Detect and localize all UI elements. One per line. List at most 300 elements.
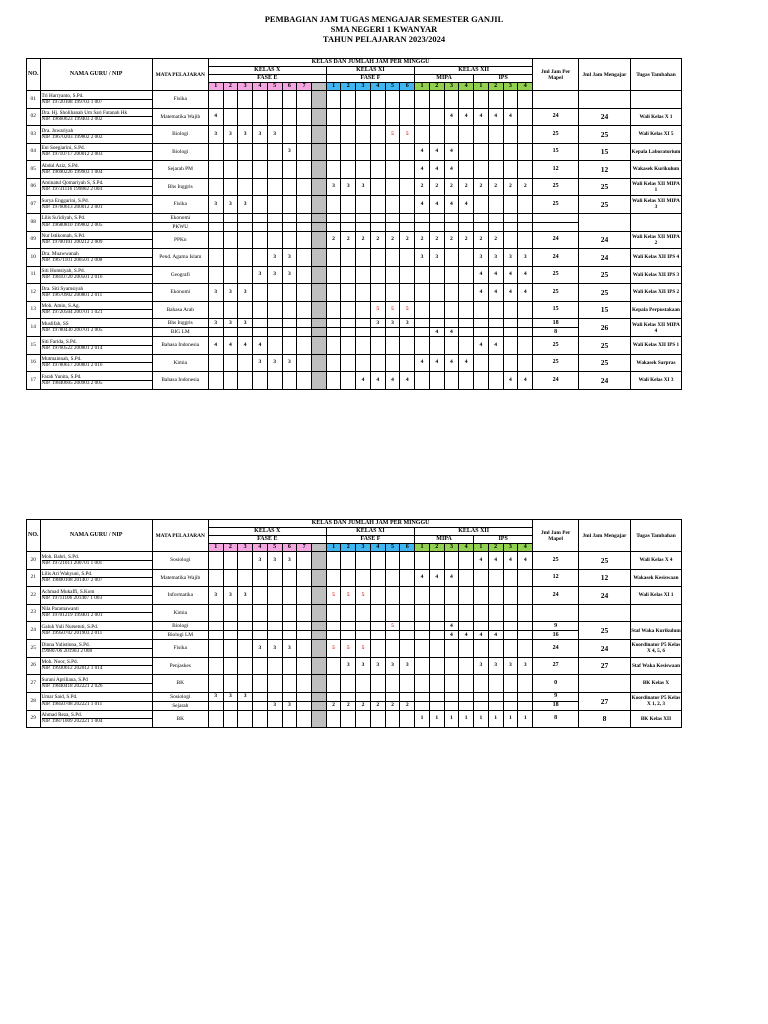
row-number: 25 [27, 640, 41, 658]
hours-cell [474, 91, 489, 109]
header-nama: NAMA GURU / NIP [40, 59, 152, 91]
teacher-cell [40, 604, 152, 622]
additional-task-cell: Wali Kelas XII IPS 1 [630, 337, 681, 355]
additional-task-cell: Wali Kelas XII MIPA 2 [630, 231, 681, 249]
hours-cell [253, 301, 268, 319]
header-sub-ips: 4 [518, 544, 533, 552]
additional-task-cell: Wali Kelas XI 5 [630, 126, 681, 144]
hours-cell [503, 231, 518, 249]
hours-cell: 3 [385, 319, 400, 328]
hours-cell [370, 178, 385, 196]
header-sub-mipa: 3 [444, 544, 459, 552]
header-sub-xi: 1 [326, 544, 341, 552]
hours-cell [341, 222, 356, 231]
hours-cell [474, 161, 489, 179]
hours-cell [444, 692, 459, 701]
hours-cell [356, 622, 371, 631]
hours-cell [429, 622, 444, 631]
hours-cell [208, 328, 223, 337]
hours-cell: 4 [429, 328, 444, 337]
gap-cell [311, 622, 326, 631]
hours-cell [503, 161, 518, 179]
teacher-nip: NIP. 19660623 199403 2 002 [42, 116, 152, 122]
hours-cell [474, 126, 489, 144]
hours-cell: 2 [326, 231, 341, 249]
hours-cell: 2 [400, 231, 415, 249]
hours-cell [282, 284, 297, 302]
hours-cell: 2 [429, 178, 444, 196]
hours-cell: 3 [400, 319, 415, 328]
hours-cell [370, 196, 385, 214]
hours-cell: 4 [474, 108, 489, 126]
hours-cell [503, 301, 518, 319]
hours-cell [208, 143, 223, 161]
teacher-cell [40, 587, 152, 605]
header-sub-x: 3 [238, 544, 253, 552]
table-row [27, 108, 682, 126]
header-mipa: MIPA [415, 75, 474, 83]
hours-cell: 3 [400, 657, 415, 675]
header-tugas: Tugas Tambahan [630, 59, 681, 91]
gap-cell [311, 222, 326, 231]
gap-cell [311, 337, 326, 355]
header-sub-x: 6 [282, 544, 297, 552]
hours-cell [223, 552, 238, 570]
gap-cell [311, 91, 326, 109]
hours-cell [341, 622, 356, 631]
header-sub-ips: 4 [518, 83, 533, 91]
hours-cell [208, 710, 223, 728]
hours-cell [503, 604, 518, 622]
hours-cell [297, 372, 312, 390]
hours-cell: 1 [444, 710, 459, 728]
hours-cell [459, 675, 474, 693]
hours-cell: 2 [474, 231, 489, 249]
hours-cell: 5 [385, 622, 400, 631]
subject-cell: Ekonomi [152, 213, 208, 222]
hours-cell [238, 231, 253, 249]
teacher-name: Nur Istikomah, S.Pd. [41, 233, 86, 240]
row-number: 04 [27, 143, 41, 161]
hours-cell [518, 319, 533, 328]
teacher-name: Surya Enggarini, S.Pd. [41, 197, 89, 204]
hours-cell: 4 [444, 143, 459, 161]
jml-mapel-cell: 25 [533, 126, 579, 144]
hours-cell: 2 [429, 231, 444, 249]
header-sub-ips: 1 [474, 544, 489, 552]
additional-task-cell: Wali Kelas XII MIPA 4 [630, 319, 681, 337]
header-fase-f: FASE F [326, 75, 414, 83]
hours-cell [326, 161, 341, 179]
hours-cell [341, 569, 356, 587]
hours-cell [341, 161, 356, 179]
hours-cell [223, 631, 238, 640]
hours-cell [444, 372, 459, 390]
hours-cell [253, 701, 268, 710]
row-number: 13 [27, 301, 41, 319]
hours-cell: 4 [429, 196, 444, 214]
hours-cell [415, 640, 430, 658]
header-sub-xi: 2 [341, 83, 356, 91]
hours-cell [459, 266, 474, 284]
hours-cell [459, 249, 474, 267]
hours-cell [385, 249, 400, 267]
hours-cell: 3 [356, 657, 371, 675]
hours-cell [429, 266, 444, 284]
hours-cell [356, 552, 371, 570]
hours-cell [488, 569, 503, 587]
hours-cell [503, 692, 518, 701]
table-row [27, 640, 682, 658]
hours-cell [267, 692, 282, 701]
hours-cell: 5 [356, 640, 371, 658]
hours-cell: 3 [267, 266, 282, 284]
hours-cell [503, 126, 518, 144]
hours-cell: 5 [341, 640, 356, 658]
teacher-cell [40, 657, 152, 675]
additional-task-cell: Koordinator P5 Kelas X 4, 5, 6 [630, 640, 681, 658]
hours-cell: 4 [415, 196, 430, 214]
hours-cell: 4 [503, 284, 518, 302]
hours-cell [326, 196, 341, 214]
hours-cell: 4 [488, 631, 503, 640]
hours-cell [238, 328, 253, 337]
hours-cell: 2 [488, 178, 503, 196]
teacher-nip: NIP. 19670902 200801 2 011 [42, 292, 152, 298]
teacher-cell [40, 372, 152, 390]
subject-cell: Sejarah PM [152, 161, 208, 179]
hours-cell [223, 213, 238, 222]
gap-cell [311, 372, 326, 390]
subject-cell: Ekonomi [152, 284, 208, 302]
hours-cell [223, 569, 238, 587]
hours-cell [370, 604, 385, 622]
hours-cell: 4 [415, 161, 430, 179]
hours-cell: 4 [415, 143, 430, 161]
gap-cell [311, 710, 326, 728]
jml-mapel-cell: 24 [533, 587, 579, 605]
hours-cell [444, 701, 459, 710]
hours-cell [370, 249, 385, 267]
hours-cell: 4 [385, 372, 400, 390]
total-hours-cell: 24 [578, 640, 630, 658]
total-hours-cell: 12 [578, 569, 630, 587]
hours-cell [518, 301, 533, 319]
hours-cell [370, 692, 385, 701]
jml-mapel-cell: 25 [533, 266, 579, 284]
hours-cell [488, 675, 503, 693]
hours-cell [208, 266, 223, 284]
hours-cell [297, 328, 312, 337]
header-gap [311, 83, 326, 91]
hours-cell [238, 640, 253, 658]
teacher-name: Surani Apriliana, S.Pd [41, 676, 88, 683]
teacher-name: Lilis Su'idiyah, S.Pd. [41, 215, 86, 222]
hours-cell [415, 301, 430, 319]
hours-cell: 5 [326, 640, 341, 658]
hours-cell: 3 [474, 657, 489, 675]
total-hours-cell: 25 [578, 178, 630, 196]
hours-cell [488, 372, 503, 390]
header-sub-xi: 5 [385, 544, 400, 552]
hours-cell [400, 640, 415, 658]
teacher-nip: NIP. 19950702 201903 2 011 [42, 630, 152, 636]
hours-cell [253, 108, 268, 126]
teacher-name: Abdul Aziz, S.Pd. [41, 162, 79, 169]
hours-cell: 4 [459, 196, 474, 214]
hours-cell [238, 372, 253, 390]
jml-mapel-cell: 27 [533, 657, 579, 675]
hours-cell [444, 213, 459, 222]
row-number: 23 [27, 604, 41, 622]
hours-cell [297, 552, 312, 570]
hours-cell [518, 587, 533, 605]
hours-cell [488, 692, 503, 701]
hours-cell [444, 319, 459, 328]
hours-cell [341, 213, 356, 222]
hours-cell [238, 301, 253, 319]
hours-cell [326, 657, 341, 675]
hours-cell: 4 [503, 552, 518, 570]
hours-cell [518, 213, 533, 222]
hours-cell [297, 675, 312, 693]
hours-cell [297, 213, 312, 222]
hours-cell: 4 [503, 108, 518, 126]
hours-cell: 2 [370, 231, 385, 249]
teacher-name: Farah Yunita, S.Pd. [41, 373, 82, 380]
hours-cell [356, 213, 371, 222]
table-row [27, 622, 682, 631]
hours-cell [415, 222, 430, 231]
hours-cell [326, 91, 341, 109]
table-row [27, 161, 682, 179]
hours-cell [474, 372, 489, 390]
additional-task-cell: Wali Kelas XII IPS 3 [630, 266, 681, 284]
hours-cell [253, 161, 268, 179]
hours-cell [297, 354, 312, 372]
table-row [27, 143, 682, 161]
hours-cell [297, 178, 312, 196]
additional-task-cell [630, 91, 681, 109]
hours-cell [267, 178, 282, 196]
jml-mapel-cell: 25 [533, 337, 579, 355]
hours-cell [400, 284, 415, 302]
hours-cell [518, 631, 533, 640]
gap-cell [311, 675, 326, 693]
hours-cell [267, 222, 282, 231]
hours-cell: 3 [253, 266, 268, 284]
hours-cell [208, 222, 223, 231]
gap-cell [311, 701, 326, 710]
hours-cell: 4 [459, 108, 474, 126]
hours-cell [341, 675, 356, 693]
hours-cell [253, 604, 268, 622]
hours-cell: 4 [444, 328, 459, 337]
hours-cell: 4 [488, 337, 503, 355]
hours-cell: 3 [341, 657, 356, 675]
hours-cell [459, 301, 474, 319]
hours-cell [208, 91, 223, 109]
hours-cell [341, 196, 356, 214]
header-kelas: KELAS DAN JUMLAH JAM PER MINGGU [208, 520, 532, 528]
additional-task-cell: Wali Kelas XI 1 [630, 587, 681, 605]
jml-mapel-cell [533, 213, 579, 222]
teacher-nip: 19980706 201903 2 008 [42, 648, 152, 654]
hours-cell [356, 249, 371, 267]
hours-cell: 5 [356, 587, 371, 605]
table-row [27, 354, 682, 372]
hours-cell: 2 [341, 701, 356, 710]
hours-cell [444, 301, 459, 319]
additional-task-cell: Wakasek Kurikulum [630, 161, 681, 179]
hours-cell: 2 [356, 701, 371, 710]
hours-cell: 4 [238, 337, 253, 355]
hours-cell [518, 569, 533, 587]
teacher-name: Siti Farida, S.Pd. [41, 338, 77, 345]
teaching-schedule-table-2 [26, 519, 682, 728]
hours-cell [356, 126, 371, 144]
hours-cell [223, 249, 238, 267]
hours-cell [341, 91, 356, 109]
hours-cell [267, 631, 282, 640]
additional-task-cell: Kepala Perpustakaan [630, 301, 681, 319]
hours-cell [400, 631, 415, 640]
teacher-name: Moh. Bahri, S.Pd. [41, 553, 79, 560]
hours-cell: 4 [356, 372, 371, 390]
hours-cell [429, 301, 444, 319]
hours-cell [503, 675, 518, 693]
hours-cell [253, 692, 268, 701]
teacher-name: Umar Said, S.Pd. [41, 694, 78, 701]
hours-cell: 4 [518, 372, 533, 390]
hours-cell: 3 [238, 692, 253, 701]
header-sub-mipa: 4 [459, 544, 474, 552]
hours-cell [400, 249, 415, 267]
total-hours-cell: 25 [578, 622, 630, 640]
hours-cell [341, 354, 356, 372]
hours-cell: 3 [267, 249, 282, 267]
hours-cell [356, 143, 371, 161]
additional-task-cell: Staf Waka Kurikulum [630, 622, 681, 640]
hours-cell [429, 213, 444, 222]
hours-cell [356, 675, 371, 693]
hours-cell [385, 692, 400, 701]
hours-cell [385, 337, 400, 355]
hours-cell [400, 161, 415, 179]
hours-cell [297, 231, 312, 249]
hours-cell [341, 108, 356, 126]
hours-cell [444, 657, 459, 675]
hours-cell [385, 161, 400, 179]
hours-cell [459, 222, 474, 231]
row-number: 09 [27, 231, 41, 249]
hours-cell [297, 319, 312, 328]
hours-cell: 3 [223, 196, 238, 214]
teacher-name: Siti Homsiyah, S.Pd. [41, 268, 85, 275]
hours-cell [370, 91, 385, 109]
hours-cell [415, 622, 430, 631]
hours-cell: 4 [488, 552, 503, 570]
hours-cell [326, 301, 341, 319]
subject-cell: Matematika Wajib [152, 108, 208, 126]
teacher-name: Lilis Ari Wahyuni, S.Pd. [41, 571, 93, 578]
hours-cell: 3 [518, 657, 533, 675]
hours-cell [370, 143, 385, 161]
hours-cell [238, 222, 253, 231]
hours-cell [474, 196, 489, 214]
hours-cell [341, 319, 356, 328]
hours-cell [297, 710, 312, 728]
hours-cell [415, 328, 430, 337]
hours-cell [385, 196, 400, 214]
hours-cell [474, 319, 489, 328]
table-row [27, 692, 682, 701]
hours-cell [444, 552, 459, 570]
hours-cell [488, 301, 503, 319]
gap-cell [311, 231, 326, 249]
hours-cell: 4 [444, 196, 459, 214]
teacher-nip: NIP. 19871009 202221 1 004 [42, 718, 152, 724]
hours-cell [282, 622, 297, 631]
hours-cell: 4 [429, 569, 444, 587]
header-sub-x: 7 [297, 544, 312, 552]
total-hours-cell: 12 [578, 161, 630, 179]
hours-cell: 3 [223, 284, 238, 302]
hours-cell [474, 222, 489, 231]
total-hours-cell [578, 604, 630, 622]
jml-mapel-cell: 18 [533, 701, 579, 710]
hours-cell: 4 [518, 284, 533, 302]
jml-mapel-cell: 15 [533, 301, 579, 319]
teacher-nip: NIP. 19711106 201407 1 003 [42, 595, 152, 601]
hours-cell [297, 631, 312, 640]
hours-cell [282, 161, 297, 179]
hours-cell [415, 552, 430, 570]
hours-cell [267, 337, 282, 355]
hours-cell [267, 301, 282, 319]
hours-cell [356, 284, 371, 302]
row-number: 08 [27, 213, 41, 231]
hours-cell [459, 161, 474, 179]
additional-task-cell: Koordinator P5 Kelas X 1, 2, 3 [630, 692, 681, 710]
hours-cell [223, 266, 238, 284]
teacher-cell [40, 126, 152, 144]
hours-cell [459, 701, 474, 710]
jml-mapel-cell: 25 [533, 178, 579, 196]
teacher-cell [40, 710, 152, 728]
teacher-name: Dra. Siti Syamsiyah [41, 285, 84, 292]
hours-cell [415, 372, 430, 390]
hours-cell [282, 108, 297, 126]
hours-cell [459, 126, 474, 144]
hours-cell [518, 354, 533, 372]
hours-cell [341, 301, 356, 319]
hours-cell [282, 587, 297, 605]
subject-cell: Pend. Agama Islam [152, 249, 208, 267]
additional-task-cell: Wali Kelas XII IPS 2 [630, 284, 681, 302]
total-hours-cell: 24 [578, 587, 630, 605]
hours-cell [253, 91, 268, 109]
hours-cell [267, 108, 282, 126]
hours-cell [370, 569, 385, 587]
subject-cell: Matematika Wajib [152, 569, 208, 587]
hours-cell [518, 701, 533, 710]
header-sub-ips: 3 [503, 544, 518, 552]
hours-cell [341, 631, 356, 640]
hours-cell [238, 675, 253, 693]
hours-cell: 3 [370, 319, 385, 328]
hours-cell: 3 [223, 126, 238, 144]
